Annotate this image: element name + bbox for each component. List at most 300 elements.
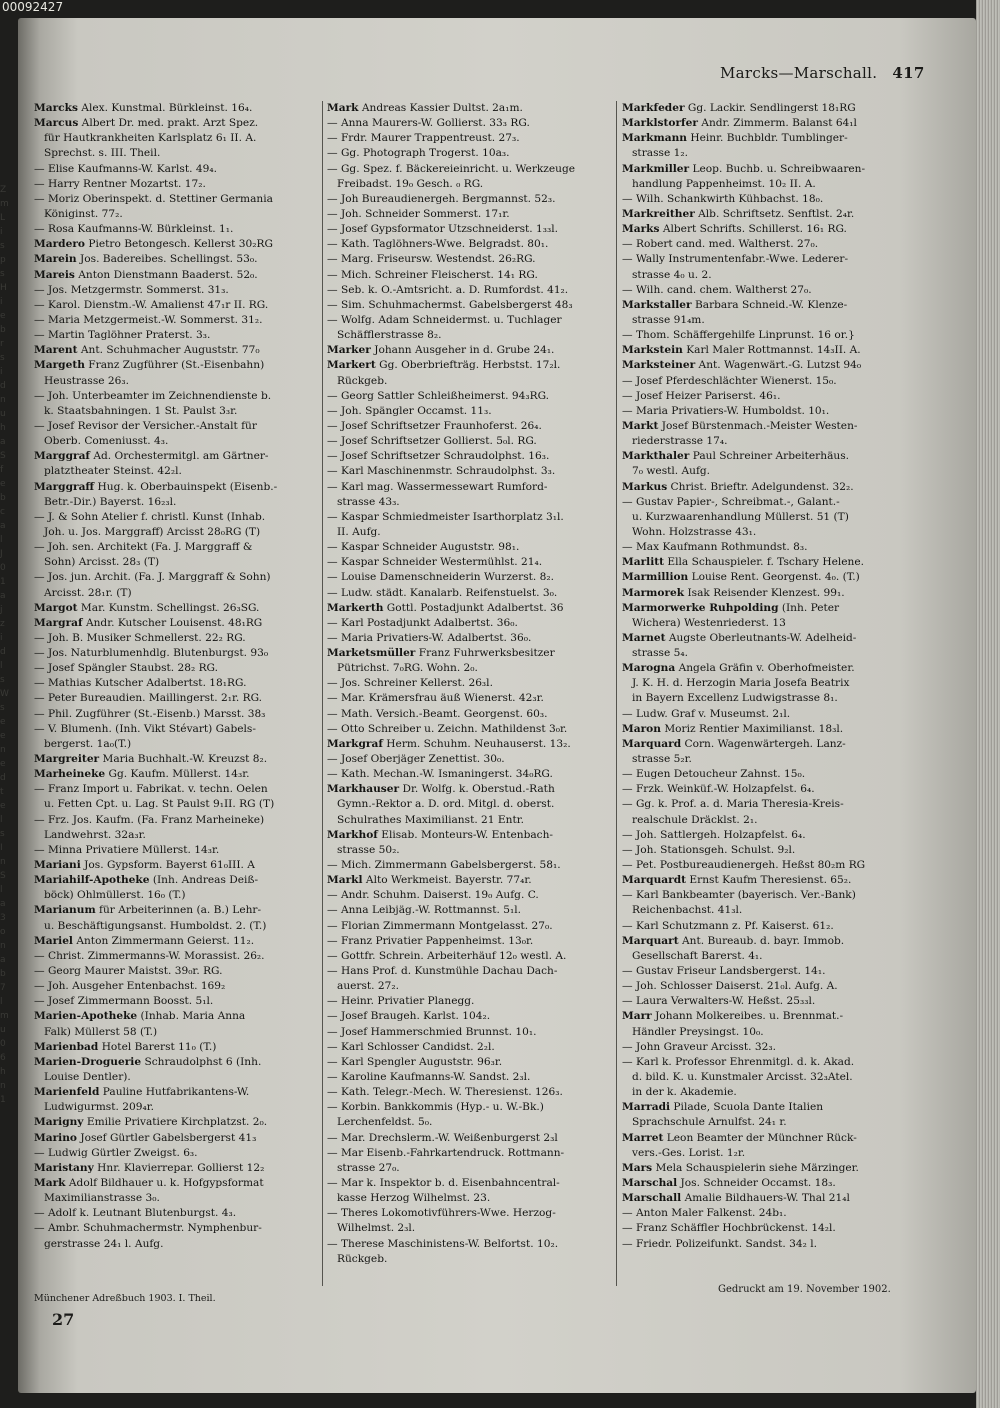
entry-text: — Jos. jun. Archit. (Fa. J. Marggraff & Sohn) <box>34 571 271 584</box>
entry-text: — Rosa Kaufmanns-W. Bürkleinst. 1₁. <box>34 223 234 236</box>
directory-entry-line <box>34 767 330 782</box>
margin-glyph: c <box>0 507 5 517</box>
entry-text: Adolf Bildhauer u. k. Hofgypsformat <box>65 1176 264 1189</box>
entry-text: — Josef Oberjäger Zenettist. 30₀. <box>327 753 505 766</box>
margin-glyph: i <box>0 367 3 377</box>
entry-text: — Kaspar Schmiedmeister Isarthorplatz 3₁l. <box>327 510 564 523</box>
entry-surname: Marschall <box>622 1192 682 1205</box>
entry-text: Mela Schauspielerin siehe Märzinger. <box>652 1161 859 1174</box>
directory-entry-line <box>34 252 330 267</box>
entry-text: — Max Kaufmann Rothmundst. 8₃. <box>622 541 808 554</box>
entry-text: — Friedr. Polizeifunkt. Sandst. 34₂ l. <box>622 1237 817 1250</box>
directory-entry-line <box>34 873 330 888</box>
entry-text: — Sim. Schuhmachermst. Gabelsbergerst 48₃ <box>327 298 573 311</box>
directory-entry-line <box>327 116 623 131</box>
entry-text: auerst. 27₂. <box>337 980 399 993</box>
directory-entry-line <box>34 964 330 979</box>
entry-text: Händler Preysingst. 10₀. <box>632 1025 764 1038</box>
directory-entry-line <box>327 1237 623 1252</box>
left-margin-glyphs <box>0 180 18 1180</box>
margin-glyph: 0 <box>0 563 6 573</box>
directory-entry-line <box>622 1100 918 1115</box>
directory-entry-line <box>34 797 330 812</box>
entry-text: — Karl Spengler Auguststr. 96₃r. <box>327 1055 503 1068</box>
entry-text: Albert Schrifts. Schillerst. 16₁ RG. <box>659 223 847 236</box>
margin-glyph: e <box>0 731 6 741</box>
directory-entry-line <box>327 1040 623 1055</box>
directory-entry-line <box>622 979 918 994</box>
margin-glyph: W <box>0 689 9 699</box>
directory-entry-line <box>34 828 330 843</box>
directory-entry-line <box>327 162 623 177</box>
entry-surname: Mars <box>622 1161 653 1174</box>
directory-entry-line <box>327 131 623 146</box>
margin-glyph: l <box>0 535 3 545</box>
entry-text: Ludwigurmst. 209₄r. <box>44 1101 154 1114</box>
entry-text: Rückgeb. <box>337 1252 388 1265</box>
margin-glyph: l <box>0 661 3 671</box>
entry-text: — Hans Prof. d. Kunstmühle Dachau Dach- <box>327 965 558 978</box>
directory-entry-line <box>622 601 918 616</box>
entry-text: — J. & Sohn Atelier f. christl. Kunst (Inhab. <box>34 510 266 523</box>
directory-entry-line <box>622 131 918 146</box>
entry-text: Sohn) Arcisst. 28₃ (T) <box>44 556 160 569</box>
entry-surname: Marein <box>34 253 77 266</box>
directory-entry-line <box>327 268 623 283</box>
entry-text: — Josef Zimmermann Boosst. 5₁l. <box>34 995 214 1008</box>
entry-text: — Josef Braugeh. Karlst. 104₂. <box>327 1010 491 1023</box>
footer-imprint: Münchener Adreßbuch 1903. I. Theil. <box>34 1293 216 1304</box>
entry-surname: Marquard <box>622 737 682 750</box>
directory-entry-line <box>34 1009 330 1024</box>
directory-entry-line <box>34 237 330 252</box>
directory-entry-line <box>622 162 918 177</box>
entry-text: — Josef Schriftsetzer Schraudolphst. 16₃. <box>327 450 550 463</box>
entry-text: — Kath. Telegr.-Mech. W. Theresienst. 126₃. <box>327 1086 563 1099</box>
margin-glyph: h <box>0 423 6 433</box>
entry-text: Rückgeb. <box>337 374 388 387</box>
entry-surname: Marquardt <box>622 874 687 887</box>
directory-entry-line <box>327 313 623 328</box>
directory-entry-line <box>327 495 623 510</box>
entry-surname: Margraf <box>34 616 83 629</box>
directory-entry-line <box>327 404 623 419</box>
directory-entry-line <box>327 510 623 525</box>
entry-surname: Markus <box>622 480 668 493</box>
directory-entry-line <box>327 1115 623 1130</box>
entry-text: strasse 1₂. <box>632 147 688 160</box>
directory-entry-line <box>34 1161 330 1176</box>
margin-glyph: b <box>0 325 6 335</box>
margin-glyph: d <box>0 381 6 391</box>
directory-entry-line <box>327 964 623 979</box>
entry-surname: Margot <box>34 601 78 614</box>
directory-entry-line <box>622 343 918 358</box>
directory-entry-line <box>327 661 623 676</box>
entry-surname: Markfeder <box>622 102 685 114</box>
margin-glyph: l <box>0 815 3 825</box>
entry-text: — Josef Hammerschmied Brunnst. 10₁. <box>327 1025 537 1038</box>
entry-text: — Josef Gypsformator Utzschneiderst. 1₃₃l. <box>327 223 559 236</box>
directory-entry-line <box>34 661 330 676</box>
margin-glyph: s <box>0 269 5 279</box>
margin-glyph: L <box>0 213 6 223</box>
directory-entry-line <box>622 1025 918 1040</box>
entry-text: — Jos. Naturblumenhdlg. Blutenburgst. 93₀ <box>34 647 269 660</box>
entry-surname: Mardero <box>34 238 85 251</box>
entry-text: Pietro Betongesch. Kellerst 30₂RG <box>84 238 273 251</box>
directory-entry-line <box>327 146 623 161</box>
entry-text: Landwehrst. 32a₃r. <box>44 828 146 841</box>
entry-surname: Markt <box>622 419 659 432</box>
entry-text: — V. Blumenh. (Inh. Vikt Stévart) Gabels- <box>34 722 256 735</box>
column-1 <box>34 101 330 1281</box>
entry-text: — Ambr. Schuhmachermstr. Nymphenbur- <box>34 1222 262 1235</box>
directory-entry-line <box>622 177 918 192</box>
directory-entry-line <box>34 464 330 479</box>
entry-text: — Kath. Taglöhners-Wwe. Belgradst. 80₁. <box>327 238 549 251</box>
directory-entry-line <box>622 1146 918 1161</box>
directory-entry-line <box>622 616 918 631</box>
margin-glyph: H <box>0 283 7 293</box>
directory-entry-line <box>34 358 330 373</box>
entry-text: Reichenbachst. 41₃l. <box>632 904 743 917</box>
entry-text: — Wolfg. Adam Schneidermst. u. Tuchlager <box>327 313 562 326</box>
entry-text: — Karl mag. Wassermessewart Rumford- <box>327 480 548 493</box>
entry-text: Ant. Bureaub. d. bayr. Immob. <box>678 934 845 947</box>
page-edge-stack <box>976 0 1000 1408</box>
directory-entry-line <box>622 1131 918 1146</box>
directory-entry-line <box>34 146 330 161</box>
directory-entry-line <box>327 237 623 252</box>
entry-text: Mar. Kunstm. Schellingst. 26₃SG. <box>77 601 260 614</box>
margin-glyph: o <box>0 927 6 937</box>
entry-text: — Joh. sen. Architekt (Fa. J. Marggraff & <box>34 541 253 554</box>
directory-entry-line <box>327 631 623 646</box>
directory-entry-line <box>622 298 918 313</box>
entry-surname: Mark <box>327 102 359 114</box>
margin-glyph: i <box>0 633 3 643</box>
entry-text: — Kath. Mechan.-W. Ismaningerst. 34₀RG. <box>327 768 553 781</box>
directory-entry-line <box>34 601 330 616</box>
entry-text: strasse 50₂. <box>337 843 400 856</box>
entry-text: — Gottfr. Schrein. Arbeiterhäuf 12₀ westl. A. <box>327 949 567 962</box>
directory-entry-line <box>327 994 623 1009</box>
entry-text: d. bild. K. u. Kunstmaler Arcisst. 32₃Atel. <box>632 1071 853 1083</box>
directory-entry-line <box>622 540 918 555</box>
directory-entry-line <box>327 858 623 873</box>
directory-entry-line <box>327 1025 623 1040</box>
entry-text: — Mar k. Inspektor b. d. Eisenbahncentral- <box>327 1176 560 1189</box>
entry-surname: Markert <box>327 359 376 372</box>
directory-entry-line <box>622 1191 918 1206</box>
directory-entry-line <box>622 1176 918 1191</box>
entry-surname: Marienfeld <box>34 1086 100 1099</box>
directory-entry-line <box>34 540 330 555</box>
directory-entry-line <box>622 1237 918 1252</box>
entry-text: Christ. Brieftr. Adelgundenst. 32₂. <box>667 480 854 493</box>
entry-text: Alex. Kunstmal. Bürkleinst. 16₄. <box>77 102 253 114</box>
entry-text: Louise Rent. Georgenst. 4₀. (T.) <box>688 571 860 584</box>
margin-glyph: s <box>0 353 5 363</box>
directory-entry-line <box>34 1115 330 1130</box>
entry-surname: Marino <box>34 1131 77 1144</box>
directory-entry-line <box>34 1100 330 1115</box>
directory-entry-line <box>327 525 623 540</box>
directory-entry-line <box>327 707 623 722</box>
directory-entry-line <box>34 131 330 146</box>
directory-entry-line <box>327 1146 623 1161</box>
entry-surname: Marquart <box>622 934 679 947</box>
directory-entry-line <box>327 813 623 828</box>
entry-surname: Markgraf <box>327 737 383 750</box>
entry-text: Gg. Oberbriefträg. Herbstst. 17₂l. <box>375 359 561 372</box>
directory-entry-line <box>34 207 330 222</box>
margin-glyph: n <box>0 941 6 951</box>
directory-entry-line <box>327 646 623 661</box>
entry-text: Hug. k. Oberbauinspekt (Eisenb.- <box>94 480 278 493</box>
directory-entry-line <box>327 555 623 570</box>
entry-text: Maria Buchhalt.-W. Kreuzst 8₂. <box>99 753 268 766</box>
entry-surname: Marogna <box>622 662 676 675</box>
directory-entry-line <box>622 525 918 540</box>
entry-text: Elisab. Monteurs-W. Entenbach- <box>377 828 553 841</box>
directory-entry-line <box>622 797 918 812</box>
directory-entry-line <box>327 419 623 434</box>
entry-text: Freibadst. 19₀ Gesch. ₀ RG. <box>337 177 484 190</box>
margin-glyph: i <box>0 297 3 307</box>
directory-entry-line <box>34 283 330 298</box>
directory-entry-line <box>34 616 330 631</box>
entry-text: Barbara Schneid.-W. Klenze- <box>691 298 848 311</box>
entry-surname: Marlitt <box>622 556 665 569</box>
directory-entry-line <box>622 631 918 646</box>
directory-entry-line <box>622 903 918 918</box>
directory-entry-line <box>622 404 918 419</box>
directory-entry-line <box>622 555 918 570</box>
directory-entry-line <box>622 283 918 298</box>
footer-sheet-number: 27 <box>52 1310 75 1329</box>
entry-text: gerstrasse 24₁ l. Aufg. <box>44 1237 164 1250</box>
entry-text: — Joh. Unterbeamter im Zeichnendienste b. <box>34 389 272 402</box>
entry-text: — Thom. Schäffergehilfe Linprunst. 16 or.} <box>622 329 855 342</box>
entry-text: in der k. Akademie. <box>632 1086 737 1099</box>
entry-text: Albert Dr. med. prakt. Arzt Spez. <box>78 117 259 130</box>
directory-entry-line <box>327 797 623 812</box>
directory-entry-line <box>622 888 918 903</box>
directory-entry-line <box>622 146 918 161</box>
directory-entry-line <box>34 555 330 570</box>
directory-entry-line <box>34 192 330 207</box>
entry-text: Gesellschaft Barerst. 4₁. <box>632 949 763 962</box>
entry-surname: Maristany <box>34 1161 94 1174</box>
entry-text: Gg. Kaufm. Müllerst. 14₃r. <box>105 768 250 781</box>
margin-glyph: J <box>0 549 3 559</box>
entry-text: II. Aufg. <box>337 525 381 538</box>
entry-surname: Maron <box>622 722 661 735</box>
entry-text: — Mar. Krämersfrau äuß Wienerst. 42₃r. <box>327 692 544 705</box>
entry-text: böck) Ohlmüllerst. 16₀ (T.) <box>44 889 186 902</box>
entry-text: Sprechst. s. III. Theil. <box>44 147 161 160</box>
directory-entry-line <box>34 419 330 434</box>
directory-entry-line <box>622 268 918 283</box>
entry-text: k. Staatsbahningen. 1 St. Paulst 3₃r. <box>44 404 238 417</box>
entry-text: — Elise Kaufmanns-W. Karlst. 49₄. <box>34 162 217 175</box>
directory-entry-line <box>622 586 918 601</box>
margin-glyph: u <box>0 409 6 419</box>
entry-surname: Marmorek <box>622 586 685 599</box>
margin-glyph: u <box>0 1025 6 1035</box>
directory-entry-line <box>622 374 918 389</box>
entry-text: — Martin Taglöhner Praterst. 3₃. <box>34 329 211 342</box>
directory-entry-line <box>34 737 330 752</box>
entry-surname: Marmillion <box>622 571 689 584</box>
entry-surname: Marien-Droguerie <box>34 1055 142 1068</box>
directory-entry-line <box>327 374 623 389</box>
directory-entry-line <box>327 1221 623 1236</box>
entry-text: — Gustav Papier-, Schreibmat.-, Galant.- <box>622 495 840 508</box>
margin-glyph: a <box>0 899 6 909</box>
directory-entry-line <box>34 570 330 585</box>
directory-entry-line <box>34 268 330 283</box>
directory-entry-line <box>622 313 918 328</box>
entry-text: u. Beschäftigungsanst. Humboldst. 2. (T.) <box>44 919 267 932</box>
directory-entry-line <box>327 283 623 298</box>
directory-entry-line <box>34 934 330 949</box>
directory-entry-line <box>34 691 330 706</box>
directory-entry-line <box>622 495 918 510</box>
directory-entry-line <box>327 101 623 116</box>
entry-text: Moriz Rentier Maximilianst. 18₃l. <box>660 722 844 735</box>
directory-entry-line <box>34 495 330 510</box>
directory-entry-line <box>327 222 623 237</box>
directory-entry-line <box>34 676 330 691</box>
entry-surname: Marradi <box>622 1101 671 1114</box>
directory-entry-line <box>622 707 918 722</box>
entry-text: — Maria Privatiers-W. Humboldst. 10₁. <box>622 404 830 417</box>
entry-text: strasse 5₂r. <box>632 753 692 766</box>
directory-entry-line <box>34 116 330 131</box>
entry-text: Jos. Gypsform. Bayerst 61₀III. A <box>80 859 255 872</box>
entry-text: Ella Schauspieler. f. Tschary Helene. <box>664 556 865 569</box>
margin-glyph: s <box>0 703 5 713</box>
entry-text: — Mathias Kutscher Adalbertst. 18₁RG. <box>34 677 247 690</box>
directory-entry-line <box>34 1237 330 1252</box>
entry-text: Ad. Orchestermitgl. am Gärtner- <box>90 450 269 463</box>
entry-text: u. Kurzwaarenhandlung Müllerst. 51 (T) <box>632 510 849 523</box>
margin-glyph: e <box>0 759 6 769</box>
entry-surname: Markreither <box>622 207 695 220</box>
directory-entry-line <box>34 177 330 192</box>
entry-text: — Louise Damenschneiderin Wurzerst. 8₂. <box>327 571 555 584</box>
entry-text: — Kaspar Schneider Westermühlst. 21₄. <box>327 556 543 569</box>
entry-surname: Marr <box>622 1010 652 1023</box>
margin-glyph: r <box>0 339 4 349</box>
entry-text: u. Fetten Cpt. u. Lag. St Paulst 9₁II. RG (T) <box>44 798 275 811</box>
directory-entry-line <box>327 586 623 601</box>
directory-entry-line <box>327 949 623 964</box>
directory-entry-line <box>34 101 330 116</box>
entry-surname: Marnet <box>622 631 666 644</box>
entry-text: Oberb. Comeniusst. 4₃. <box>44 435 169 448</box>
margin-glyph: f <box>0 465 4 475</box>
directory-entry-line <box>327 252 623 267</box>
directory-entry-line <box>327 691 623 706</box>
margin-glyph: h <box>0 1067 6 1077</box>
margin-glyph: e <box>0 311 6 321</box>
entry-text: — Florian Zimmermann Montgelasst. 27₀. <box>327 919 553 932</box>
entry-text: — Frz. Jos. Kaufm. (Fa. Franz Marheineke) <box>34 813 265 826</box>
entry-surname: Marggraff <box>34 480 95 493</box>
entry-surname: Marret <box>622 1131 664 1144</box>
entry-text: Königinst. 77₂. <box>44 207 123 220</box>
directory-entry-line <box>622 1206 918 1221</box>
entry-text: Wilhelmst. 2₃l. <box>337 1222 416 1235</box>
entry-text: Leop. Buchb. u. Schreibwaaren- <box>689 162 866 175</box>
entry-text: strasse 43₃. <box>337 495 400 508</box>
entry-text: Anton Zimmermann Geierst. 11₂. <box>72 934 255 947</box>
entry-text: — Joh. Schlosser Daiserst. 21₀l. Aufg. A. <box>622 980 838 993</box>
directory-entry-line <box>34 919 330 934</box>
entry-text: — Wally Instrumentenfabr.-Wwe. Lederer- <box>622 253 849 266</box>
directory-entry-line <box>34 298 330 313</box>
entry-text: — Kaspar Schneider Auguststr. 98₁. <box>327 541 520 554</box>
entry-surname: Mariani <box>34 859 81 872</box>
directory-entry-line <box>327 843 623 858</box>
directory-entry-line <box>327 1252 623 1267</box>
directory-entry-line <box>327 934 623 949</box>
entry-text: — Joh. Spängler Occamst. 11₃. <box>327 404 492 417</box>
directory-entry-line <box>34 480 330 495</box>
directory-entry-line <box>327 1191 623 1206</box>
directory-entry-line <box>327 1070 623 1085</box>
directory-entry-line <box>622 464 918 479</box>
entry-surname: Marketsmüller <box>327 647 416 660</box>
margin-glyph: s <box>0 829 5 839</box>
entry-text: — Gg. Spez. f. Bäckereieinricht. u. Werkzeuge <box>327 162 576 175</box>
entry-text: Herm. Schuhm. Neuhauserst. 13₂. <box>382 737 571 750</box>
directory-entry-line <box>622 828 918 843</box>
entry-text: Paul Schreiner Arbeiterhäus. <box>689 450 850 463</box>
entry-text: Gymn.-Rektor a. D. ord. Mitgl. d. oberst. <box>337 798 555 811</box>
entry-surname: Marks <box>622 223 660 236</box>
directory-entry-line <box>622 1221 918 1236</box>
directory-entry-line <box>622 919 918 934</box>
entry-text: — Heinr. Privatier Planegg. <box>327 995 475 1008</box>
entry-text: — Anton Maler Falkenst. 24b₁. <box>622 1207 787 1220</box>
entry-text: in Bayern Excellenz Ludwigstrasse 8₁. <box>632 692 838 705</box>
directory-entry-line <box>327 1100 623 1115</box>
directory-entry-line <box>327 207 623 222</box>
entry-text: — Wilh. Schankwirth Kühbachst. 18₀. <box>622 192 824 205</box>
entry-text: — Marg. Friseursw. Westendst. 26₂RG. <box>327 253 536 266</box>
entry-surname: Marien-Apotheke <box>34 1010 138 1023</box>
margin-glyph: S <box>0 871 6 881</box>
margin-glyph: z <box>0 619 5 629</box>
directory-entry-line <box>34 1040 330 1055</box>
entry-text: Andr. Zimmerm. Balanst 64₁l <box>697 117 857 130</box>
directory-entry-line <box>327 540 623 555</box>
entry-text: kasse Herzog Wilhelmst. 23. <box>337 1192 491 1205</box>
entry-text: für Hautkrankheiten Karlsplatz 6₁ II. A. <box>44 132 257 145</box>
entry-surname: Marmorwerke Ruhpolding <box>622 601 779 614</box>
entry-text: Augste Oberleutnants-W. Adelheid- <box>665 631 857 644</box>
margin-glyph: 7 <box>0 983 6 993</box>
margin-glyph: 1 <box>0 577 6 587</box>
directory-entry-line <box>34 1191 330 1206</box>
directory-entry-line <box>622 358 918 373</box>
directory-entry-line <box>327 601 623 616</box>
